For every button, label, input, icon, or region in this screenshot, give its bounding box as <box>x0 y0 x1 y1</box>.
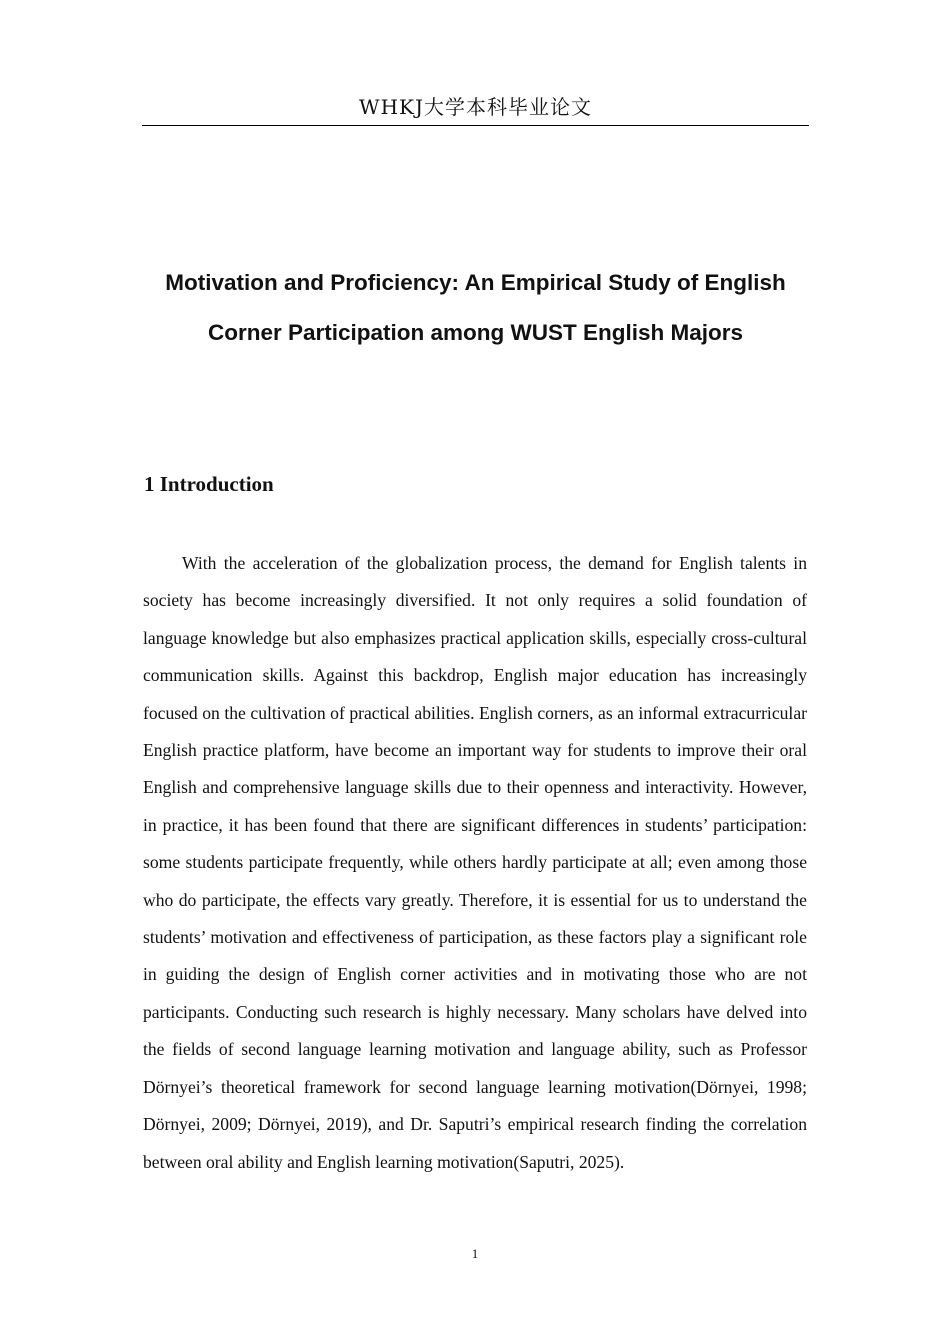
document-title <box>142 258 809 358</box>
section-heading: 1 Introduction <box>144 472 274 496</box>
header-divider <box>142 125 809 126</box>
body-paragraph: With the acceleration of the globalization process, the demand for English talents in society has become increasingly diversified. It not only requires a solid foundation of language knowledge but also emphasizes practical application skills, especially cross-cultural communication skills. Against this backdrop, English major education has increasingly focused on the cultivation of practical abilities. English corners, as an informal extracurricular English practice platform, have become an important way for students to improve their oral English and comprehensive language skills due to their openness and interactivity. However, in practice, it has been found that there are significant differences in students’ participation: some students participate frequently, while others hardly participate at all; even among those who do participate, the effects vary greatly. Therefore, it is essential for us to understand the students’ motivation and effectiveness of participation, as these factors play a significant role in guiding the design of English corner activities and in motivating those who are not participants. Conducting such research is highly necessary. Many scholars have delved into the fields of second language learning motivation and language ability, such as Professor Dörnyei’s theoretical framework for second language learning motivation(Dörnyei, 1998; Dörnyei, 2009; Dörnyei, 2019), and Dr. Saputri’s empirical research finding the correlation between oral ability and English learning motivation(Saputri, 2025). <box>143 553 807 1172</box>
title-line-2: Corner Participation among WUST English Majors <box>207 320 744 345</box>
page-number: 1 <box>471 1246 479 1261</box>
title-line-1: Motivation and Proficiency: An Empirical Study of English <box>165 270 786 295</box>
running-header: WHKJ大学本科毕业论文 <box>359 95 592 119</box>
